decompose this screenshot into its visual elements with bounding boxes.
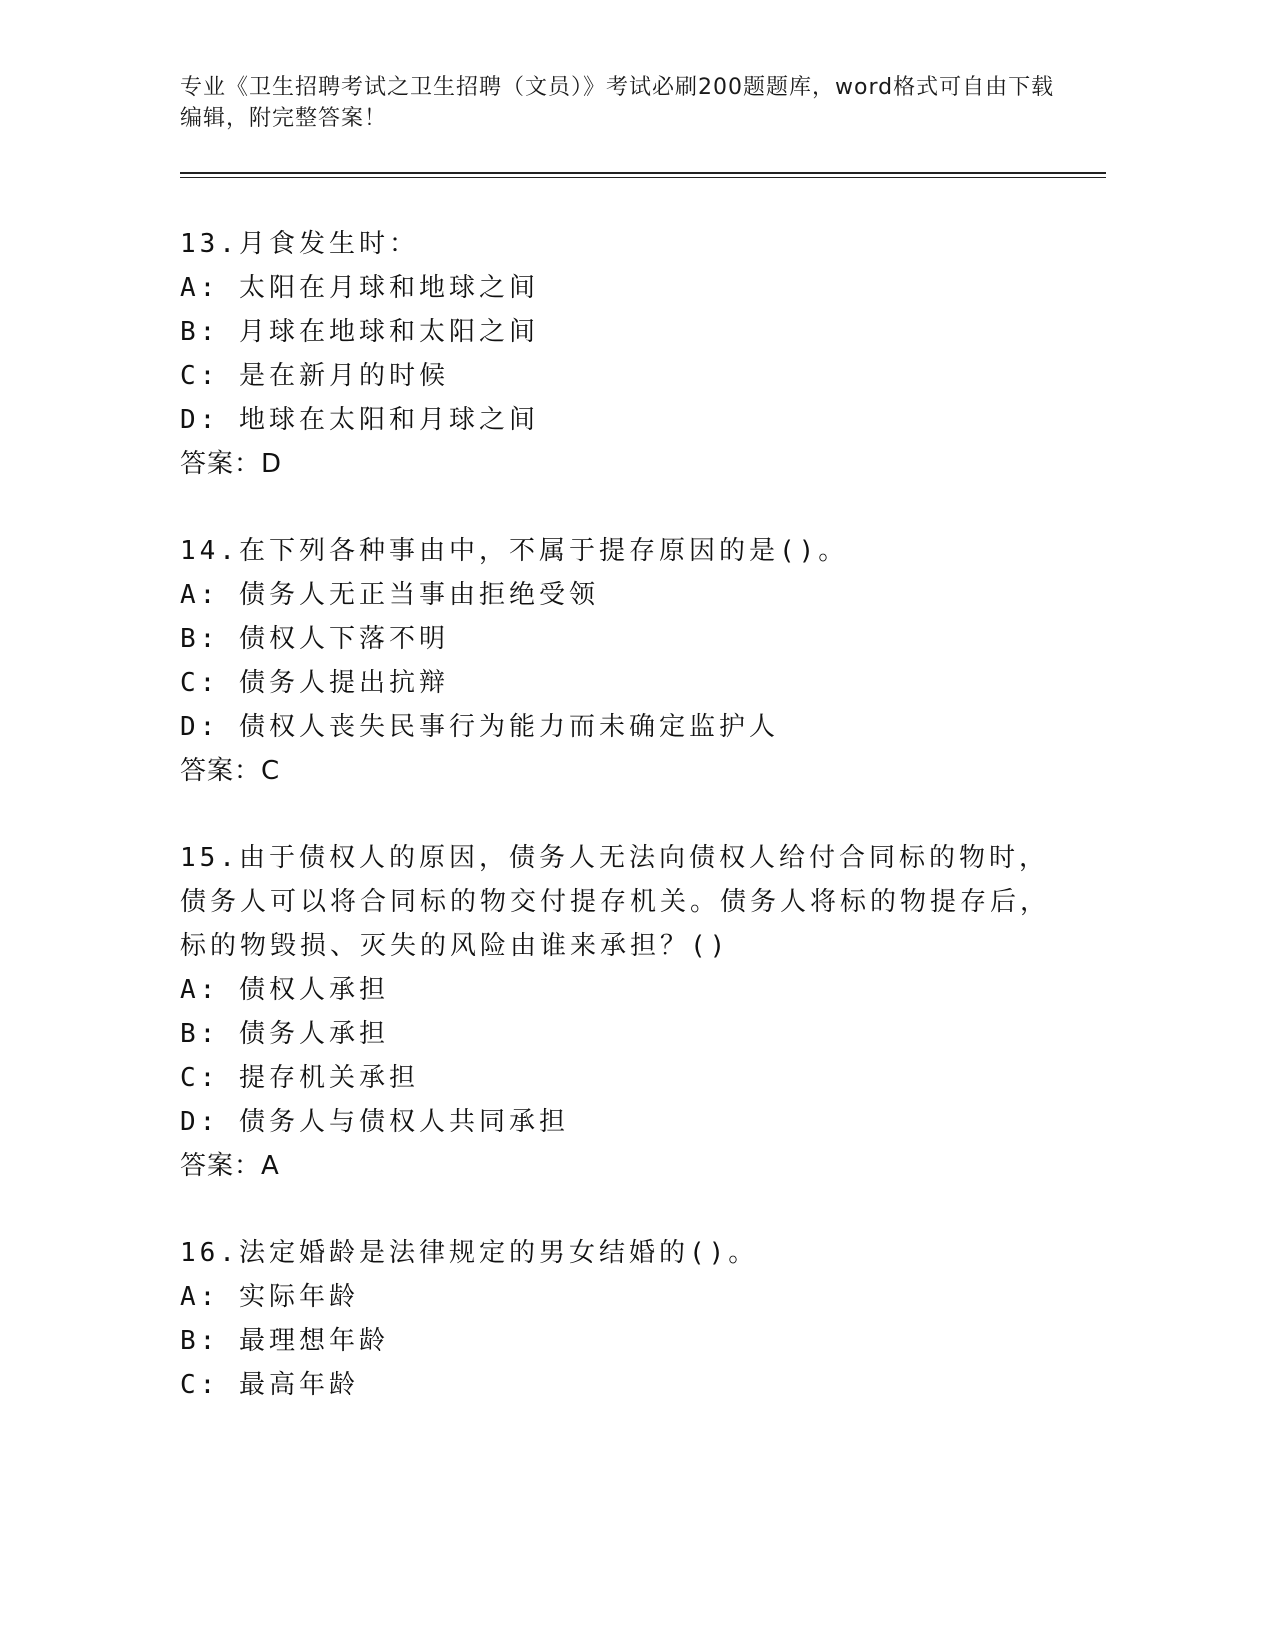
question-15 xyxy=(180,836,1060,1188)
question-list xyxy=(180,222,1060,1450)
option-b: B: 债务人承担 xyxy=(180,1019,389,1049)
question-stem: 16.法定婚龄是法律规定的男女结婚的()。 xyxy=(180,1238,759,1268)
option-c: C: 提存机关承担 xyxy=(180,1063,419,1093)
option-c: C: 最高年龄 xyxy=(180,1370,359,1400)
option-a: A: 实际年龄 xyxy=(180,1282,359,1312)
option-c: C: 是在新月的时候 xyxy=(180,361,449,391)
option-a: A: 太阳在月球和地球之间 xyxy=(180,273,539,303)
option-c: C: 债务人提出抗辩 xyxy=(180,668,449,698)
question-14 xyxy=(180,529,1060,793)
option-b: B: 最理想年龄 xyxy=(180,1326,389,1356)
option-b: B: 债权人下落不明 xyxy=(180,624,449,654)
option-b: B: 月球在地球和太阳之间 xyxy=(180,317,539,347)
header-divider xyxy=(180,172,1106,178)
question-13 xyxy=(180,222,1060,486)
option-a: A: 债务人无正当事由拒绝受领 xyxy=(180,580,599,610)
answer-line: 答案：C xyxy=(180,756,281,786)
option-d: D: 债权人丧失民事行为能力而未确定监护人 xyxy=(180,712,779,742)
question-16 xyxy=(180,1231,1060,1407)
document-header: 专业《卫生招聘考试之卫生招聘（文员）》考试必刷200题题库，word格式可自由下载编辑，附完整答案！ xyxy=(180,75,1055,131)
option-a: A: 债权人承担 xyxy=(180,975,389,1005)
question-stem: 14.在下列各种事由中，不属于提存原因的是()。 xyxy=(180,536,849,566)
answer-line: 答案：A xyxy=(180,1151,280,1181)
option-d: D: 地球在太阳和月球之间 xyxy=(180,405,539,435)
question-stem: 15.由于债权人的原因，债务人无法向债权人给付合同标的物时，债务人可以将合同标的物交付提存机关。债务人将标的物提存后，标的物毁损、灭失的风险由谁来承担？() xyxy=(180,843,1051,961)
answer-line: 答案：D xyxy=(180,449,283,479)
option-d: D: 债务人与债权人共同承担 xyxy=(180,1107,569,1137)
question-stem: 13.月食发生时： xyxy=(180,229,419,259)
